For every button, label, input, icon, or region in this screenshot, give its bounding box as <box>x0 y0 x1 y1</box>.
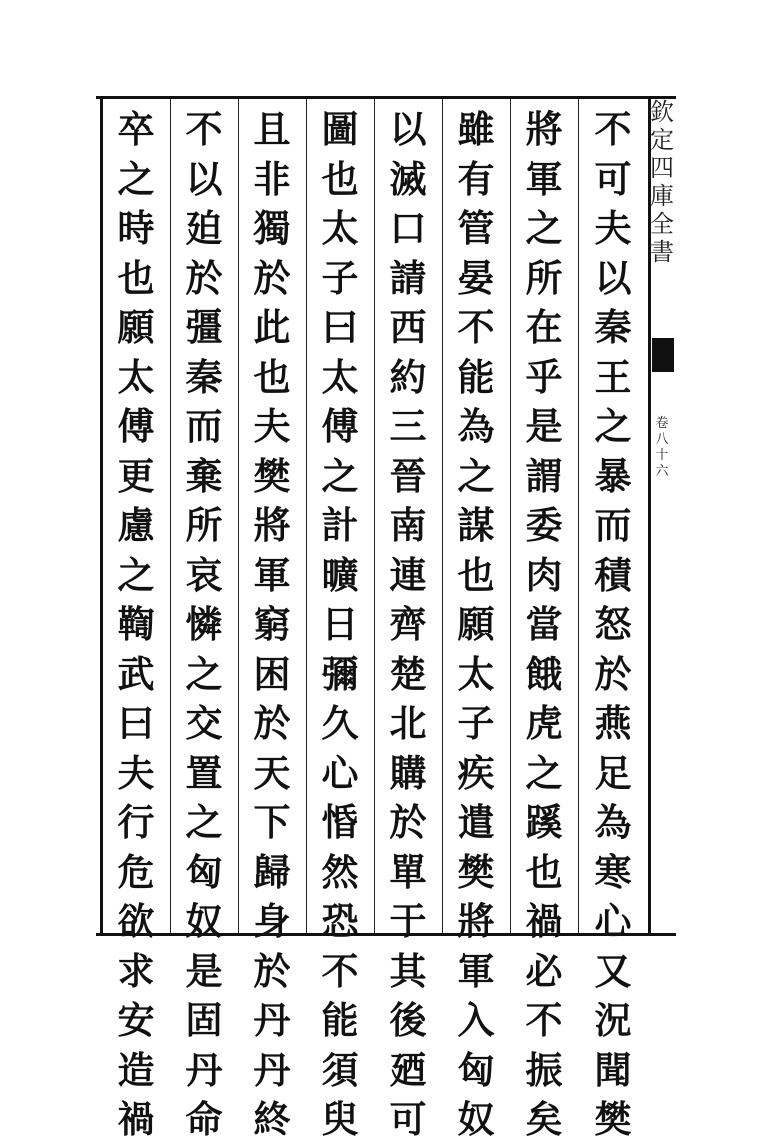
glyph: 遣 <box>457 800 495 844</box>
glyph: 丹 <box>185 1047 223 1092</box>
glyph: 求 <box>117 948 155 993</box>
glyph: 棄 <box>185 453 223 498</box>
glyph: 心 <box>594 899 632 943</box>
glyph: 彌 <box>321 651 359 696</box>
glyph: 將 <box>525 107 563 151</box>
glyph: 交 <box>185 701 223 745</box>
glyph: 書 <box>650 238 674 266</box>
column-rule <box>442 99 443 933</box>
glyph: 之 <box>321 453 359 498</box>
glyph: 於 <box>389 800 427 844</box>
glyph: 曠 <box>321 552 359 597</box>
glyph: 夫 <box>253 404 291 448</box>
glyph: 晏 <box>457 255 495 300</box>
glyph: 廹 <box>185 206 223 250</box>
glyph: 秦 <box>594 305 632 349</box>
glyph: 所 <box>185 503 223 547</box>
glyph: 王 <box>594 354 632 399</box>
glyph: 不 <box>457 305 495 349</box>
glyph: 哀 <box>185 552 223 597</box>
column-rule <box>374 99 375 933</box>
glyph: 圖 <box>321 107 359 151</box>
juan-number <box>648 416 676 480</box>
glyph: 太 <box>321 206 359 250</box>
glyph: 願 <box>117 305 155 349</box>
column-rule <box>510 99 511 933</box>
column-rule <box>578 99 579 933</box>
text-column-6 <box>249 99 295 1141</box>
glyph: 願 <box>457 602 495 646</box>
glyph: 蹊 <box>525 800 563 844</box>
glyph: 單 <box>389 849 427 894</box>
glyph: 之 <box>117 552 155 597</box>
glyph: 憐 <box>185 602 223 646</box>
glyph: 全 <box>650 210 674 238</box>
glyph: 口 <box>389 206 427 250</box>
glyph: 傅 <box>321 404 359 448</box>
glyph: 齊 <box>389 602 427 646</box>
glyph: 太 <box>117 354 155 399</box>
text-column-7 <box>181 99 227 1141</box>
glyph: 然 <box>321 849 359 894</box>
glyph: 時 <box>117 206 155 250</box>
glyph: 於 <box>253 948 291 993</box>
glyph: 所 <box>525 255 563 300</box>
glyph: 獨 <box>253 206 291 250</box>
text-column-8 <box>113 99 159 1141</box>
glyph: 入 <box>457 998 495 1042</box>
glyph: 天 <box>253 750 291 795</box>
glyph: 振 <box>525 1047 563 1092</box>
glyph: 軍 <box>525 156 563 201</box>
glyph: 之 <box>117 156 155 201</box>
glyph: 奴 <box>457 1097 495 1141</box>
glyph: 歸 <box>253 849 291 894</box>
glyph: 謀 <box>457 503 495 547</box>
glyph: 安 <box>117 998 155 1042</box>
glyph: 不 <box>185 107 223 151</box>
glyph: 約 <box>389 354 427 399</box>
glyph: 于 <box>389 899 427 943</box>
glyph: 丹 <box>253 998 291 1042</box>
glyph: 曰 <box>117 701 155 745</box>
glyph: 固 <box>185 998 223 1042</box>
glyph: 之 <box>525 206 563 250</box>
glyph: 命 <box>185 1097 223 1141</box>
glyph: 困 <box>253 651 291 696</box>
column-rule <box>170 99 171 933</box>
glyph: 於 <box>185 255 223 300</box>
glyph: 行 <box>117 800 155 844</box>
glyph: 可 <box>389 1097 427 1141</box>
glyph: 能 <box>321 998 359 1042</box>
glyph: 晉 <box>389 453 427 498</box>
glyph: 矣 <box>525 1097 563 1141</box>
page-margin <box>648 96 676 930</box>
glyph: 南 <box>389 503 427 547</box>
glyph: 為 <box>457 404 495 448</box>
glyph: 太 <box>321 354 359 399</box>
glyph: 奴 <box>185 899 223 943</box>
glyph: 窮 <box>253 602 291 646</box>
glyph: 之 <box>525 750 563 795</box>
glyph: 須 <box>321 1047 359 1092</box>
glyph: 且 <box>253 107 291 151</box>
glyph: 夫 <box>594 206 632 250</box>
text-column-4 <box>385 99 431 1141</box>
glyph: 終 <box>253 1097 291 1141</box>
glyph: 欲 <box>117 899 155 943</box>
glyph: 況 <box>594 998 632 1042</box>
glyph: 樊 <box>253 453 291 498</box>
glyph: 也 <box>525 849 563 894</box>
glyph: 將 <box>457 899 495 943</box>
glyph: 卒 <box>117 107 155 151</box>
glyph: 樊 <box>594 1097 632 1141</box>
glyph: 聞 <box>594 1047 632 1092</box>
glyph: 管 <box>457 206 495 250</box>
glyph: 廼 <box>389 1047 427 1092</box>
glyph: 六 <box>655 464 669 479</box>
glyph: 之 <box>594 404 632 448</box>
glyph: 請 <box>389 255 427 300</box>
glyph: 購 <box>389 750 427 795</box>
glyph: 謂 <box>525 453 563 498</box>
glyph: 卷 <box>655 416 669 431</box>
glyph: 於 <box>594 651 632 696</box>
column-rule <box>238 99 239 933</box>
glyph: 也 <box>321 156 359 201</box>
glyph: 肉 <box>525 552 563 597</box>
glyph: 心 <box>321 750 359 795</box>
glyph: 不 <box>594 107 632 151</box>
glyph: 不 <box>321 948 359 993</box>
glyph: 彊 <box>185 305 223 349</box>
glyph: 樊 <box>457 849 495 894</box>
glyph: 也 <box>253 354 291 399</box>
glyph: 後 <box>389 998 427 1042</box>
glyph: 連 <box>389 552 427 597</box>
column-rule <box>306 99 307 933</box>
glyph: 慮 <box>117 503 155 547</box>
text-column-5 <box>317 99 363 1141</box>
glyph: 雖 <box>457 107 495 151</box>
glyph: 暴 <box>594 453 632 498</box>
text-column-3 <box>453 99 499 1141</box>
glyph: 武 <box>117 651 155 696</box>
glyph: 在 <box>525 305 563 349</box>
glyph: 也 <box>117 255 155 300</box>
glyph: 楚 <box>389 651 427 696</box>
glyph: 四 <box>650 154 674 182</box>
glyph: 子 <box>321 255 359 300</box>
glyph: 定 <box>650 126 674 154</box>
glyph: 臾 <box>321 1097 359 1141</box>
glyph: 北 <box>389 701 427 745</box>
glyph: 丹 <box>253 1047 291 1092</box>
glyph: 西 <box>389 305 427 349</box>
glyph: 軍 <box>457 948 495 993</box>
glyph: 而 <box>185 404 223 448</box>
glyph: 虎 <box>525 701 563 745</box>
glyph: 又 <box>594 948 632 993</box>
glyph: 燕 <box>594 701 632 745</box>
book-title <box>648 98 676 266</box>
glyph: 惛 <box>321 800 359 844</box>
glyph: 為 <box>594 800 632 844</box>
glyph: 八 <box>655 432 669 447</box>
glyph: 鞫 <box>117 602 155 646</box>
glyph: 非 <box>253 156 291 201</box>
glyph: 傅 <box>117 404 155 448</box>
glyph: 足 <box>594 750 632 795</box>
glyph: 曰 <box>321 305 359 349</box>
glyph: 之 <box>185 800 223 844</box>
glyph: 禍 <box>117 1097 155 1141</box>
glyph: 也 <box>457 552 495 597</box>
glyph: 之 <box>457 453 495 498</box>
glyph: 身 <box>253 899 291 943</box>
text-column-1 <box>590 99 636 1141</box>
glyph: 餓 <box>525 651 563 696</box>
glyph: 三 <box>389 404 427 448</box>
glyph: 匈 <box>457 1047 495 1092</box>
glyph: 疾 <box>457 750 495 795</box>
glyph: 將 <box>253 503 291 547</box>
glyph: 委 <box>525 503 563 547</box>
glyph: 太 <box>457 651 495 696</box>
text-block <box>96 96 676 1141</box>
glyph: 更 <box>117 453 155 498</box>
glyph: 置 <box>185 750 223 795</box>
glyph: 禍 <box>525 899 563 943</box>
glyph: 子 <box>457 701 495 745</box>
glyph: 夫 <box>117 750 155 795</box>
text-column-2 <box>521 99 567 1141</box>
glyph: 寒 <box>594 849 632 894</box>
glyph: 是 <box>525 404 563 448</box>
column-rule <box>100 99 103 933</box>
glyph: 以 <box>185 156 223 201</box>
glyph: 滅 <box>389 156 427 201</box>
glyph: 其 <box>389 948 427 993</box>
glyph: 能 <box>457 354 495 399</box>
glyph: 而 <box>594 503 632 547</box>
glyph: 有 <box>457 156 495 201</box>
glyph: 久 <box>321 701 359 745</box>
glyph: 可 <box>594 156 632 201</box>
glyph: 軍 <box>253 552 291 597</box>
glyph: 積 <box>594 552 632 597</box>
glyph: 以 <box>594 255 632 300</box>
glyph: 於 <box>253 701 291 745</box>
glyph: 恐 <box>321 899 359 943</box>
glyph: 必 <box>525 948 563 993</box>
glyph: 於 <box>253 255 291 300</box>
glyph: 計 <box>321 503 359 547</box>
glyph: 以 <box>389 107 427 151</box>
glyph: 造 <box>117 1047 155 1092</box>
glyph: 秦 <box>185 354 223 399</box>
glyph: 庫 <box>650 182 674 210</box>
fishtail-mark <box>652 338 674 372</box>
glyph: 欽 <box>650 98 674 126</box>
glyph: 十 <box>655 448 669 463</box>
glyph: 之 <box>185 651 223 696</box>
glyph: 是 <box>185 948 223 993</box>
glyph: 當 <box>525 602 563 646</box>
glyph: 此 <box>253 305 291 349</box>
glyph: 危 <box>117 849 155 894</box>
glyph: 日 <box>321 602 359 646</box>
glyph: 下 <box>253 800 291 844</box>
glyph: 怒 <box>594 602 632 646</box>
glyph: 匈 <box>185 849 223 894</box>
glyph: 不 <box>525 998 563 1042</box>
glyph: 乎 <box>525 354 563 399</box>
